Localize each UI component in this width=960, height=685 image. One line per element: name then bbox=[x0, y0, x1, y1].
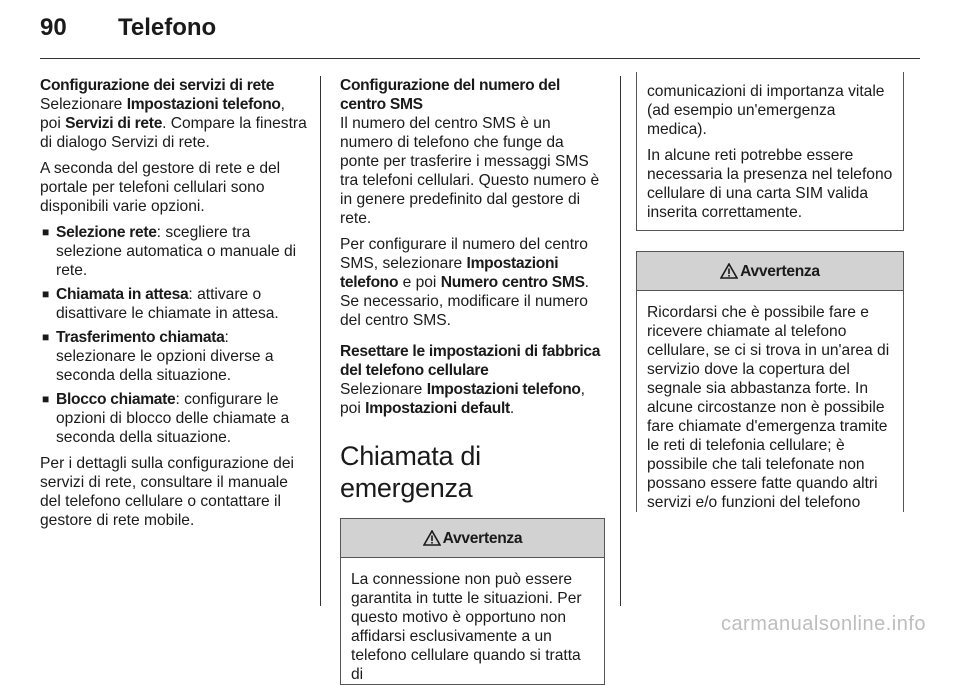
column-3 bbox=[636, 72, 904, 512]
warning-triangle-icon bbox=[720, 263, 738, 279]
menu-term: Servizi di rete bbox=[65, 115, 163, 132]
menu-term: Impostazioni telefono bbox=[126, 96, 281, 113]
network-services-intro bbox=[40, 95, 310, 152]
warning-header bbox=[341, 518, 604, 558]
bullet-icon: ■ bbox=[42, 392, 50, 406]
warning-title: Avvertenza bbox=[442, 529, 523, 547]
column-divider-2 bbox=[620, 76, 621, 606]
warning-box-1-continued bbox=[636, 72, 904, 231]
option-text: : configurare le opzioni di blocco delle chiamate a seconda della situazione. bbox=[56, 391, 290, 446]
list-item bbox=[40, 390, 310, 447]
text: . Compare la finestra di dialogo Servizi di rete. bbox=[40, 115, 307, 151]
network-services-outro: Per i dettagli sulla configurazione dei servizi di rete, consultare il manuale del telefono cellulare o contattare il gestore di rete mobile. bbox=[40, 455, 294, 529]
column-2 bbox=[340, 76, 605, 685]
bullet-icon: ■ bbox=[42, 287, 50, 301]
text: Selezionare bbox=[40, 96, 127, 113]
page-number: 90 bbox=[40, 14, 67, 41]
list-item bbox=[40, 223, 310, 280]
column-divider-1 bbox=[320, 76, 321, 606]
option-text: : selezionare le opzioni diverse a seconda della situazione. bbox=[56, 329, 274, 384]
text: Selezionare bbox=[340, 381, 427, 398]
network-options-list bbox=[40, 223, 310, 447]
option-text: : scegliere tra selezione automatica o manuale di rete. bbox=[56, 224, 297, 279]
bullet-icon: ■ bbox=[42, 225, 50, 239]
warning-box-1 bbox=[340, 518, 605, 685]
header-rule bbox=[40, 58, 920, 59]
page-header bbox=[40, 14, 216, 42]
menu-term: Impostazioni telefono bbox=[426, 381, 581, 398]
watermark: carmanualsonline.info bbox=[720, 613, 926, 635]
option-term: Blocco chiamate bbox=[56, 391, 176, 408]
network-options-text: A seconda del gestore di rete e del portale per telefoni cellulari sono disponibili varie opzioni. bbox=[40, 160, 281, 215]
factory-reset-heading: Resettare le impostazioni di fabbrica del telefono cellulare bbox=[340, 343, 601, 379]
list-item bbox=[40, 285, 310, 323]
text: e poi bbox=[398, 274, 441, 291]
option-text: : attivare o disattivare le chiamate in attesa. bbox=[56, 286, 279, 322]
factory-reset-text bbox=[340, 380, 605, 418]
warning-title: Avvertenza bbox=[740, 262, 820, 280]
warning-body: Ricordarsi che è possibile fare e ricevere chiamate al telefono cellulare, se ci si trova in un'area di servizio dove la copertura del segnale sia abbastanza forte. In alcune circostanze non è possibile fare chiamate d'emergenza tramite le reti di telefonia cellulare; è possibile che tali telefonate non possano essere fatte quando altri servizi e/o funzioni del telefono bbox=[647, 304, 890, 511]
warning-box-2 bbox=[636, 251, 904, 512]
network-services-heading: Configurazione dei servizi di rete bbox=[40, 77, 275, 94]
sms-center-heading: Configurazione del numero del centro SMS bbox=[340, 77, 561, 113]
warning-triangle-icon bbox=[423, 530, 441, 546]
text: . Se necessario, modificare il numero del centro SMS. bbox=[340, 274, 590, 329]
text: . bbox=[509, 400, 515, 417]
sms-center-description: Il numero del centro SMS è un numero di telefono che funge da ponte per trasferire i messaggi SMS tra telefoni cellulari. Questo numero è in genere predefinito dal gestore di rete. bbox=[340, 115, 600, 227]
warning-body: La connessione non può essere garantita in tutte le situazioni. Per questo motivo è opportuno non affidarsi esclusivamente a un telefono cellulare quando si tratta di bbox=[351, 571, 582, 683]
warning-header bbox=[637, 251, 903, 291]
sms-center-config bbox=[340, 235, 605, 330]
column-1 bbox=[40, 76, 310, 537]
emergency-call-title: Chiamata di emergenza bbox=[340, 441, 481, 503]
text: , poi bbox=[340, 381, 586, 417]
bullet-icon: ■ bbox=[42, 330, 50, 344]
page-title: Telefono bbox=[118, 14, 217, 41]
menu-term: Numero centro SMS bbox=[440, 274, 585, 291]
text: Per configurare il numero del centro SMS, selezionare bbox=[340, 236, 588, 272]
sim-requirement-text: In alcune reti potrebbe essere necessaria la presenza nel telefono cellulare di una carta SIM valida inserita correttamente. bbox=[647, 147, 893, 221]
option-term: Trasferimento chiamata bbox=[56, 329, 225, 346]
menu-term: Impostazioni default bbox=[365, 400, 510, 417]
warning-continued-text: comunicazioni di importanza vitale (ad esempio un'emergenza medica). bbox=[647, 83, 885, 138]
list-item bbox=[40, 328, 310, 385]
menu-term: Impostazioni telefono bbox=[340, 255, 559, 291]
option-term: Chiamata in attesa bbox=[56, 286, 189, 303]
option-term: Selezione rete bbox=[56, 224, 157, 241]
text: , poi bbox=[40, 96, 286, 132]
